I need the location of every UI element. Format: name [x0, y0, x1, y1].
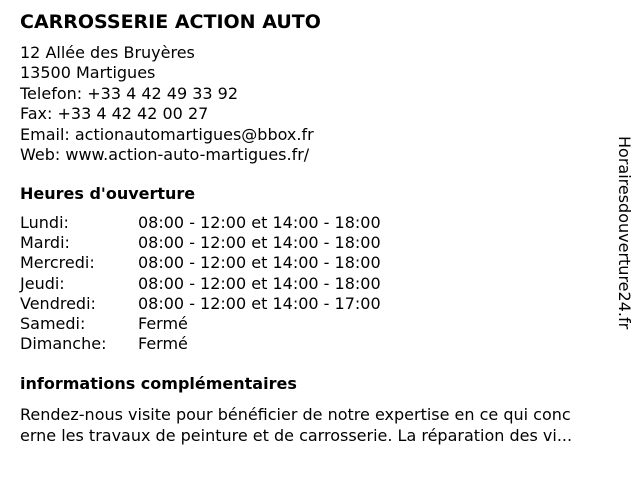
hours-row-thursday	[20, 274, 381, 294]
hours-row-saturday	[20, 314, 381, 334]
hours-row-sunday	[20, 334, 381, 354]
web-line: Web: www.action-auto-martigues.fr/	[20, 145, 310, 165]
day-label: Mercredi:	[20, 253, 95, 273]
phone-line: Telefon: +33 4 42 49 33 92	[20, 83, 239, 103]
additional-info-line-2: erne les travaux de peinture et de carrosserie. La réparation des vi...	[20, 426, 573, 445]
opening-hours-heading: Heures d'ouverture	[20, 184, 196, 203]
additional-info-line-1: Rendez-nous visite pour bénéficier de notre expertise en ce qui conc	[20, 405, 571, 424]
additional-info-heading: informations complémentaires	[20, 374, 297, 393]
time-value: Fermé	[138, 313, 188, 333]
time-value: 08:00 - 12:00 et 14:00 - 18:00	[138, 273, 381, 293]
business-name: CARROSSERIE ACTION AUTO	[20, 11, 321, 33]
time-value: 08:00 - 12:00 et 14:00 - 18:00	[138, 253, 381, 273]
time-value: 08:00 - 12:00 et 14:00 - 18:00	[138, 213, 381, 232]
hours-row-wednesday	[20, 253, 381, 273]
fax-line: Fax: +33 4 42 42 00 27	[20, 104, 209, 124]
hours-row-monday	[20, 213, 381, 233]
day-label: Jeudi:	[20, 273, 65, 293]
day-label: Dimanche:	[20, 334, 107, 354]
day-label: Vendredi:	[20, 293, 96, 313]
opening-hours-table	[20, 213, 381, 354]
time-value: 08:00 - 12:00 et 14:00 - 18:00	[138, 233, 381, 253]
hours-row-friday	[20, 294, 381, 314]
day-label: Lundi:	[20, 213, 69, 232]
day-label: Mardi:	[20, 233, 70, 253]
hours-row-tuesday	[20, 233, 381, 253]
email-line: Email: actionautomartigues@bbox.fr	[20, 124, 314, 144]
time-value: 08:00 - 12:00 et 14:00 - 17:00	[138, 293, 381, 313]
additional-info-text	[20, 404, 620, 446]
site-watermark: Horairesdouverture24.fr	[615, 136, 634, 330]
day-label: Samedi:	[20, 313, 86, 333]
time-value: Fermé	[138, 334, 188, 354]
contact-block	[20, 43, 314, 165]
address-line-street: 12 Allée des Bruyères	[20, 43, 195, 62]
address-line-city: 13500 Martigues	[20, 63, 156, 83]
